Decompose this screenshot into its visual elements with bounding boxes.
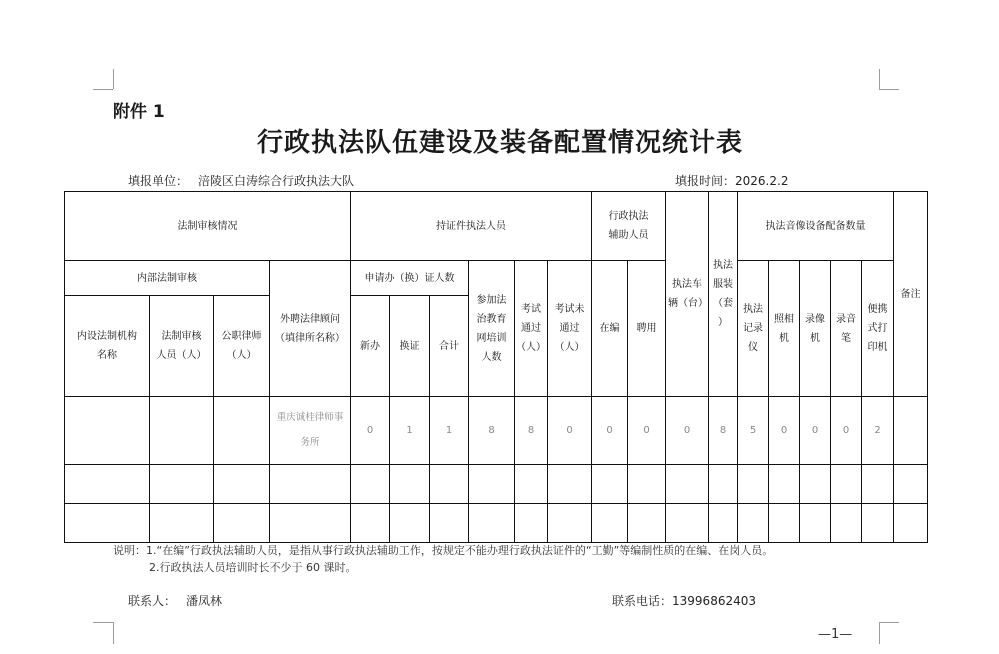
header-legal-review: 法制审核情况 xyxy=(64,191,351,261)
header-camera: 照相 机 xyxy=(768,260,800,397)
empty-cell xyxy=(350,503,390,543)
empty-cell xyxy=(514,503,548,543)
empty-cell xyxy=(799,464,831,504)
header-vehicles: 执法车 辆（台） xyxy=(665,191,709,397)
empty-cell xyxy=(861,503,894,543)
header-internal-org: 内设法制机构 名称 xyxy=(64,295,150,397)
data-cell-video-camera: 0 xyxy=(799,396,831,465)
header-new-cert: 新办 xyxy=(350,295,390,397)
empty-cell xyxy=(429,503,469,543)
header-hired: 聘用 xyxy=(627,260,666,397)
empty-cell xyxy=(468,464,515,504)
empty-cell xyxy=(708,464,738,504)
empty-cell xyxy=(547,464,592,504)
empty-cell xyxy=(350,464,390,504)
header-recorder: 执法 记录 仪 xyxy=(737,260,769,397)
data-cell-exam-fail: 0 xyxy=(547,396,592,465)
header-training: 参加法 治教育 网培训 人数 xyxy=(468,260,515,397)
header-uniforms: 执法 服装 （套 ） xyxy=(708,191,738,397)
data-cell-vehicles: 0 xyxy=(665,396,709,465)
data-cell-hired: 0 xyxy=(627,396,666,465)
note-1: 说明：1.“在编”行政执法辅助人员，是指从事行政执法辅助工作，按规定不能办理行政执法证件的“工勤”等编制性质的在编、在岗人员。 xyxy=(113,544,774,557)
empty-cell xyxy=(269,503,351,543)
header-exam-pass: 考试 通过 （人） xyxy=(514,260,548,397)
contact xyxy=(128,592,222,609)
empty-cell xyxy=(893,464,928,504)
header-renew-cert: 换证 xyxy=(389,295,430,397)
data-cell-new-cert: 0 xyxy=(350,396,390,465)
document-title: 行政执法队伍建设及装备配置情况统计表 xyxy=(256,128,743,158)
header-internal-review: 内部法制审核 xyxy=(64,260,270,296)
header-certified-staff: 持证件执法人员 xyxy=(350,191,592,261)
phone xyxy=(612,592,756,609)
header-video-camera: 录像 机 xyxy=(799,260,831,397)
empty-cell xyxy=(149,464,214,504)
data-cell-public-lawyer xyxy=(213,396,270,465)
data-cell-review-staff xyxy=(149,396,214,465)
report-time-value: 2026.2.2 xyxy=(735,174,789,188)
empty-cell xyxy=(149,503,214,543)
data-cell-internal-org xyxy=(64,396,150,465)
header-external-counsel: 外聘法律顾问 （填律所名称） xyxy=(269,260,351,397)
phone-label: 联系电话： xyxy=(612,594,673,608)
report-unit-value: 涪陵区白涛综合行政执法大队 xyxy=(198,174,355,188)
data-cell-uniforms: 8 xyxy=(708,396,738,465)
contact-label: 联系人： xyxy=(128,594,177,608)
empty-cell xyxy=(665,464,709,504)
empty-cell xyxy=(591,464,628,504)
header-public-lawyer: 公职律师 （人） xyxy=(213,295,270,397)
empty-cell xyxy=(830,464,862,504)
data-cell-total-cert: 1 xyxy=(429,396,469,465)
header-review-staff: 法制审核 人员（人） xyxy=(149,295,214,397)
empty-cell xyxy=(893,503,928,543)
header-exam-fail: 考试未 通过 （人） xyxy=(547,260,592,397)
empty-cell xyxy=(213,503,270,543)
empty-cell xyxy=(389,464,430,504)
empty-cell xyxy=(768,503,800,543)
contact-value: 潘凤林 xyxy=(186,594,223,608)
empty-cell xyxy=(665,503,709,543)
report-unit-label: 填报单位： xyxy=(128,174,189,188)
header-remarks: 备注 xyxy=(893,191,928,397)
report-time-label: 填报时间： xyxy=(675,174,736,188)
attachment-label: 附件 1 xyxy=(113,102,165,122)
page-number: —1— xyxy=(818,627,853,642)
header-on-staff: 在编 xyxy=(591,260,628,397)
phone-value: 13996862403 xyxy=(672,594,756,608)
header-total-cert: 合计 xyxy=(429,295,469,397)
data-cell-camera: 0 xyxy=(768,396,800,465)
empty-cell xyxy=(627,464,666,504)
header-portable-printer: 便携 式打 印机 xyxy=(861,260,894,397)
empty-cell xyxy=(514,464,548,504)
empty-cell xyxy=(591,503,628,543)
data-cell-recorder: 5 xyxy=(737,396,769,465)
header-aux-staff: 行政执法 辅助人员 xyxy=(591,191,666,261)
data-cell-remarks xyxy=(893,396,928,465)
empty-cell xyxy=(861,464,894,504)
data-cell-renew-cert: 1 xyxy=(389,396,430,465)
empty-cell xyxy=(627,503,666,543)
empty-cell xyxy=(799,503,831,543)
header-av-equipment: 执法音像设备配备数量 xyxy=(737,191,894,261)
empty-cell xyxy=(830,503,862,543)
data-cell-external-counsel: 重庆诚桂律师事 务所 xyxy=(269,396,351,465)
empty-cell xyxy=(708,503,738,543)
data-cell-exam-pass: 8 xyxy=(514,396,548,465)
data-cell-training: 8 xyxy=(468,396,515,465)
notes xyxy=(113,542,773,576)
empty-cell xyxy=(269,464,351,504)
empty-cell xyxy=(737,464,769,504)
data-cell-portable-printer: 2 xyxy=(861,396,894,465)
empty-cell xyxy=(429,464,469,504)
header-audio-pen: 录音 笔 xyxy=(830,260,862,397)
empty-cell xyxy=(737,503,769,543)
empty-cell xyxy=(213,464,270,504)
data-cell-on-staff: 0 xyxy=(591,396,628,465)
empty-cell xyxy=(468,503,515,543)
empty-cell xyxy=(64,464,150,504)
header-apply-certs: 申请办（换）证人数 xyxy=(350,260,469,296)
empty-cell xyxy=(547,503,592,543)
data-cell-audio-pen: 0 xyxy=(830,396,862,465)
note-2: 2.行政执法人员培训时长不少于 60 课时。 xyxy=(149,561,357,574)
empty-cell xyxy=(64,503,150,543)
empty-cell xyxy=(768,464,800,504)
empty-cell xyxy=(389,503,430,543)
